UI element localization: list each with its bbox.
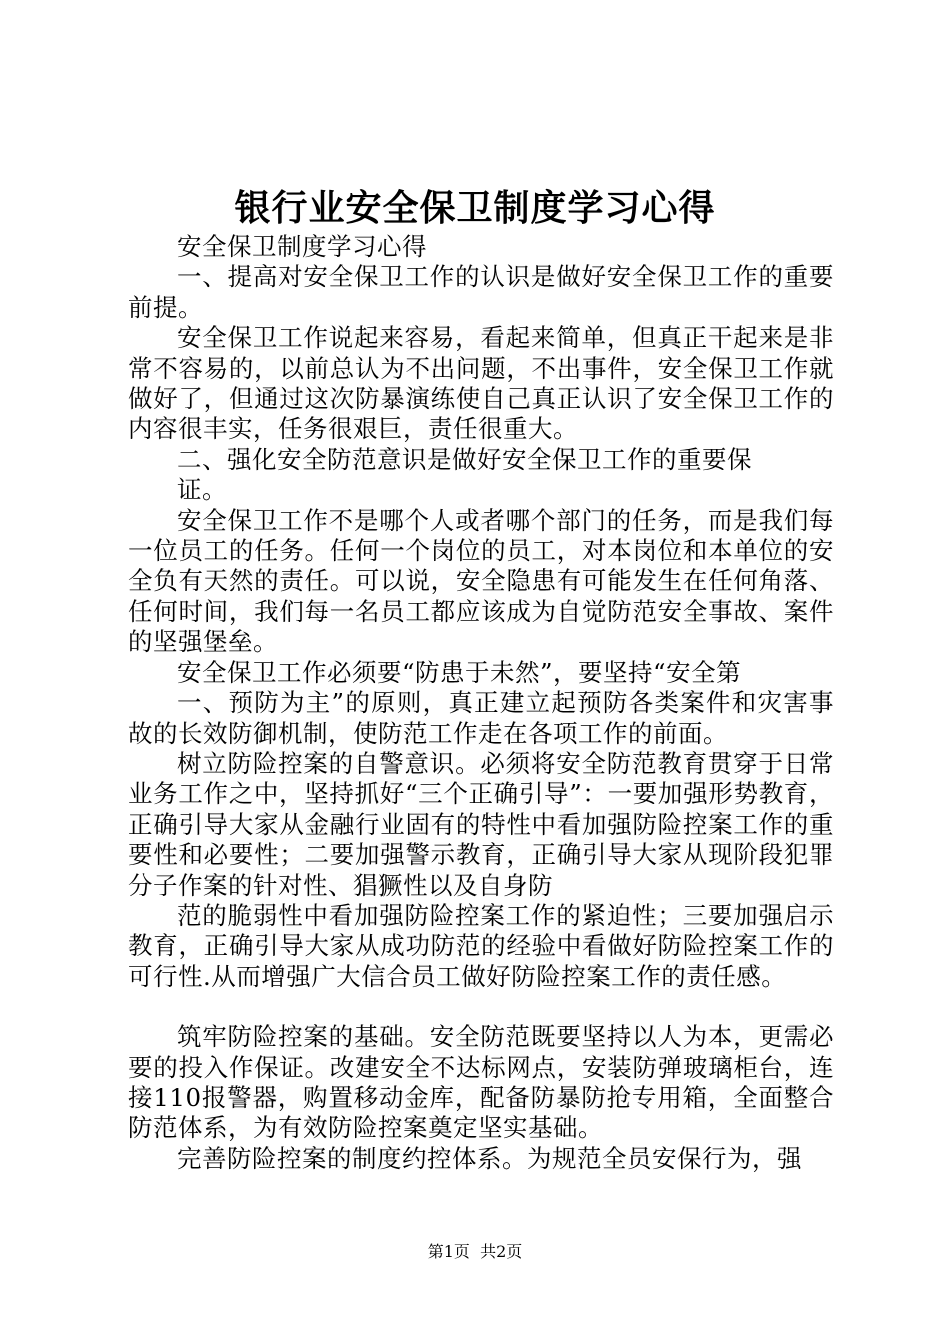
paragraph: 安全保卫制度学习心得 <box>177 232 427 261</box>
paragraph: 证。 <box>177 475 227 505</box>
document-body <box>128 232 834 1174</box>
paragraph: 安全保卫工作说起来容易，看起来简单，但真正干起来是非常不容易的，以前总认为不出问题，不出事件，安全保卫工作就做好了，但通过这次防暴演练使自己真正认识了安全保卫工作的内容很丰实，任务很艰巨，责任很重大。 <box>128 323 834 444</box>
paragraph: 一、提高对安全保卫工作的认识是做好安全保卫工作的重要前提。 <box>128 262 834 322</box>
document-title: 银行业安全保卫制度学习心得 <box>234 187 716 229</box>
paragraph: 二、强化安全防范意识是做好安全保卫工作的重要保 <box>177 444 752 474</box>
paragraph: 树立防险控案的自警意识。必须将安全防范教育贯穿于日常业务工作之中，坚持抓好“三个正确引导”：一要加强形势教育，正确引导大家从金融行业固有的特性中看加强防险控案工作的重要性和必要性；二要加强警示教育，正确引导大家从现阶段犯罪分子作案的针对性、猖獗性以及自身防 <box>128 748 834 900</box>
paragraph: 完善防险控案的制度约控体系。为规范全员安保行为，强 <box>177 1143 802 1173</box>
paragraph: 安全保卫工作不是哪个人或者哪个部门的任务，而是我们每一位员工的任务。任何一个岗位的员工，对本岗位和本单位的安全负有天然的责任。可以说，安全隐患有可能发生在任何角落、任何时间，我们每一名员工都应该成为自觉防范安全事故、案件的坚强堡垒。 <box>128 505 834 657</box>
paragraph: 筑牢防险控案的基础。安全防范既要坚持以人为本，更需必要的投入作保证。改建安全不达标网点，安装防弹玻璃柜台，连接110报警器，购置移动金库，配备防暴防抢专用箱，全面整合防范体系，为有效防险控案奠定坚实基础。 <box>128 1022 834 1143</box>
paragraph: 一、预防为主”的原则，真正建立起预防各类案件和灾害事故的长效防御机制，使防范工作走在各项工作的前面。 <box>128 688 834 748</box>
paragraph: 安全保卫工作必须要“防患于未然”，要坚持“安全第 <box>177 657 742 687</box>
paragraph: 范的脆弱性中看加强防险控案工作的紧迫性；三要加强启示教育，正确引导大家从成功防范的经验中看做好防险控案工作的可行性.从而增强广大信合员工做好防险控案工作的责任感。 <box>128 900 834 991</box>
page-footer: 第1页 共2页 <box>427 1242 523 1261</box>
